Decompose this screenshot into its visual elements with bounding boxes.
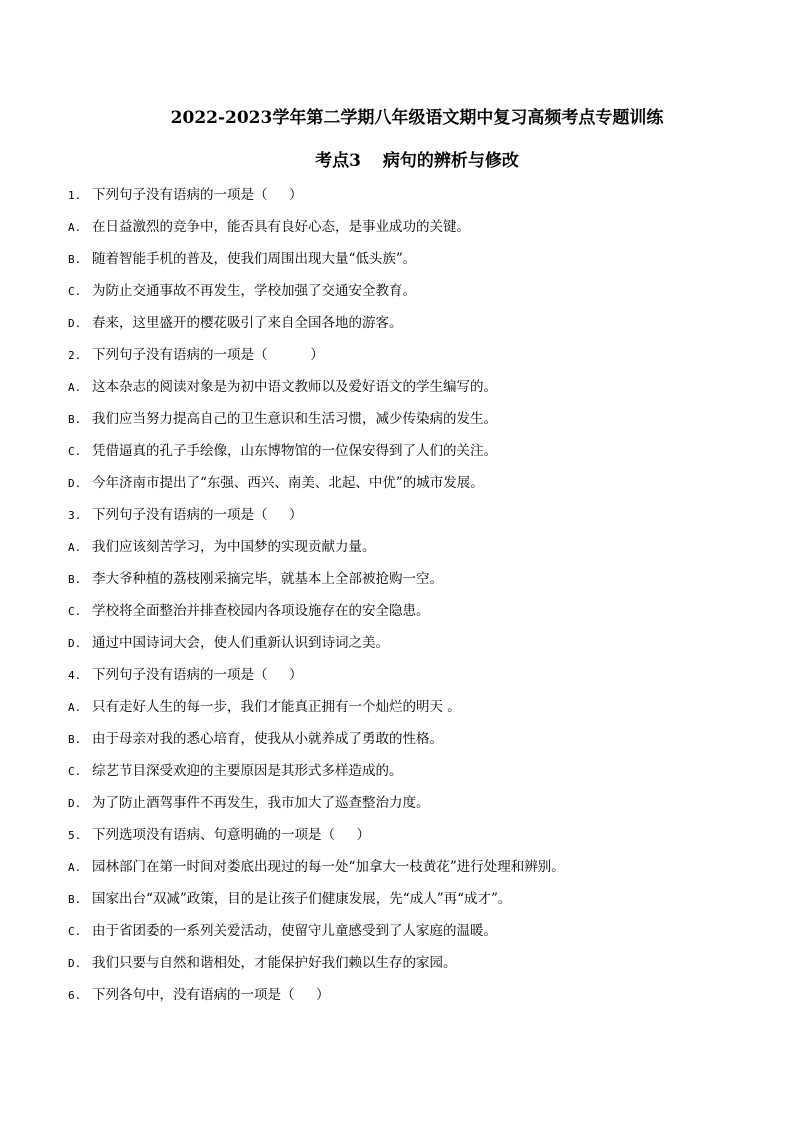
option-letter: D. [68, 957, 82, 970]
question-text: 下列句子没有语病的一项是（ ） [92, 187, 303, 203]
option-text: 为了防止酒驾事件不再发生，我市加大了巡查整治力度。 [92, 795, 430, 811]
option-text: 李大爷种植的荔枝刚采摘完毕，就基本上全部被抢购一空。 [92, 571, 443, 587]
option-letter: B. [68, 733, 82, 746]
option-letter: C. [68, 285, 82, 298]
subtitle-number: 考点3 [315, 151, 361, 171]
question-text: 下列句子没有语病的一项是（ ） [92, 347, 324, 363]
option-item [68, 725, 748, 757]
option-letter: D. [68, 317, 82, 330]
option-item [68, 405, 748, 437]
option-letter: A. [68, 701, 82, 714]
option-text: 为防止交通事故不再发生，学校加强了交通安全教育。 [92, 283, 416, 299]
option-letter: B. [68, 893, 82, 906]
option-item [68, 277, 748, 309]
question-text: 下列各句中，没有语病的一项是（ ） [92, 987, 330, 1003]
option-letter: C. [68, 765, 82, 778]
option-item [68, 373, 748, 405]
question-number: 5. [68, 829, 82, 842]
question-stem [68, 341, 748, 373]
question-number: 4. [68, 669, 82, 682]
question-text: 下列句子没有语病的一项是（ ） [92, 507, 303, 523]
option-item [68, 597, 748, 629]
option-text: 由于省团委的一系列关爱活动，使留守儿童感受到了人家庭的温暖。 [92, 923, 497, 939]
option-text: 凭借逼真的孔子手绘像，山东博物馆的一位保安得到了人们的关注。 [92, 443, 497, 459]
option-letter: A. [68, 861, 82, 874]
option-text: 随着智能手机的普及，使我们周围出现大量“低头族”。 [92, 251, 417, 267]
option-letter: A. [68, 541, 82, 554]
option-letter: D. [68, 477, 82, 490]
option-text: 春来，这里盛开的樱花吸引了来自全国各地的游客。 [92, 315, 403, 331]
option-text: 我们只要与自然和谐相处，才能保护好我们赖以生存的家园。 [92, 955, 457, 971]
option-letter: A. [68, 381, 82, 394]
option-text: 我们应该刻苦学习，为中国梦的实现贡献力量。 [92, 539, 376, 555]
option-text: 由于母亲对我的悉心培育，使我从小就养成了勇敢的性格。 [92, 731, 443, 747]
option-item [68, 565, 748, 597]
question-text: 下列选项没有语病、句意明确的一项是（ ） [92, 827, 370, 843]
option-text: 只有走好人生的每一步，我们才能真正拥有一个灿烂的明天 。 [92, 699, 461, 715]
option-letter: B. [68, 253, 82, 266]
option-letter: D. [68, 797, 82, 810]
question-stem [68, 821, 748, 853]
option-letter: B. [68, 413, 82, 426]
option-item [68, 533, 748, 565]
question-stem [68, 181, 748, 213]
option-item [68, 437, 748, 469]
option-letter: D. [68, 637, 82, 650]
option-text: 这本杂志的阅读对象是为初中语文教师以及爱好语文的学生编写的。 [92, 379, 497, 395]
option-letter: A. [68, 221, 82, 234]
option-item [68, 789, 748, 821]
option-item [68, 693, 748, 725]
option-letter: B. [68, 573, 82, 586]
option-text: 园林部门在第一时间对娄底出现过的每一处“加拿大一枝黄花”进行处理和辨别。 [92, 859, 565, 875]
question-text: 下列句子没有语病的一项是（ ） [92, 667, 303, 683]
option-item [68, 949, 748, 981]
option-text: 今年济南市提出了“东强、西兴、南美、北起、中优”的城市发展。 [92, 475, 484, 491]
option-item [68, 917, 748, 949]
option-letter: C. [68, 445, 82, 458]
option-item [68, 245, 748, 277]
option-item [68, 213, 748, 245]
question-stem [68, 661, 748, 693]
option-text: 在日益激烈的竞争中，能否具有良好心态，是事业成功的关键。 [92, 219, 470, 235]
question-number: 6. [68, 989, 82, 1002]
question-stem [68, 981, 748, 1013]
option-text: 通过中国诗词大会，使人们重新认识到诗词之美。 [92, 635, 389, 651]
option-item [68, 885, 748, 917]
option-item [68, 853, 748, 885]
subtitle-text: 病句的辨析与修改 [382, 151, 519, 171]
page-subtitle [0, 146, 794, 171]
question-list [68, 181, 748, 1013]
option-item [68, 309, 748, 341]
page-title: 2022-2023学年第二学期八年级语文期中复习高频考点专题训练 [170, 108, 664, 128]
option-text: 学校将全面整治并排查校园内各项设施存在的安全隐患。 [92, 603, 430, 619]
option-letter: C. [68, 605, 82, 618]
option-item [68, 757, 748, 789]
option-text: 我们应当努力提高自己的卫生意识和生活习惯，减少传染病的发生。 [92, 411, 497, 427]
question-number: 1. [68, 189, 82, 202]
option-item [68, 469, 748, 501]
question-stem [68, 501, 748, 533]
option-text: 国家出台“双减”政策，目的是让孩子们健康发展，先“成人”再“成才”。 [92, 891, 512, 907]
question-number: 2. [68, 349, 82, 362]
option-letter: C. [68, 925, 82, 938]
question-number: 3. [68, 509, 82, 522]
option-item [68, 629, 748, 661]
option-text: 综艺节目深受欢迎的主要原因是其形式多样造成的。 [92, 763, 403, 779]
